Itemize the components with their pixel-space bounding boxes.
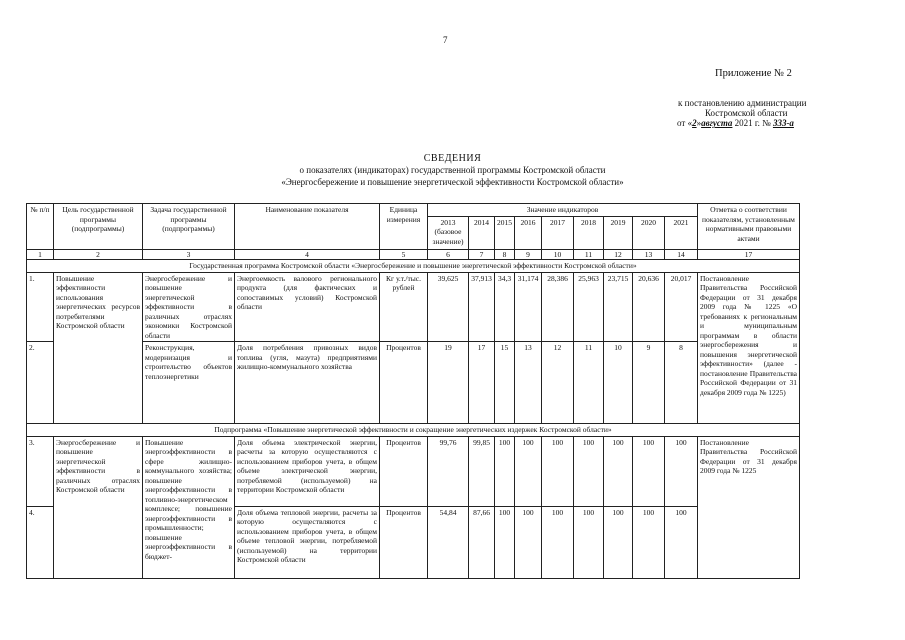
indicator-name-cell: Доля объема тепловой энергии, расчеты за которую осуществляются с использованием приборов учета, в общем объеме тепловой энергии, потребляемой (используемой) на территории Костромской области	[235, 506, 380, 578]
value-2016: 31,174	[515, 272, 542, 342]
header-year-2015: 2015	[495, 216, 515, 249]
col-num: 4	[235, 249, 380, 260]
mark-cell: Постановление Правительства Российской Федерации от 31 декабря 2009 года № 1225	[698, 436, 800, 578]
header-no: № п/п	[27, 204, 54, 250]
unit-cell: Кг у.т./тыс. рублей	[380, 272, 428, 342]
header-year-2019: 2019	[604, 216, 633, 249]
value-2020: 100	[633, 436, 665, 506]
resolution-line-1: к постановлению администрации	[678, 98, 807, 108]
value-2017: 12	[542, 342, 574, 424]
header-task: Задача государственной программы (подпрограммы)	[143, 204, 235, 250]
value-2020: 9	[633, 342, 665, 424]
value-2019: 10	[604, 342, 633, 424]
col-num: 3	[143, 249, 235, 260]
col-num: 11	[574, 249, 604, 260]
header-year-2016: 2016	[515, 216, 542, 249]
column-number-row	[27, 249, 800, 260]
header-values: Значение индикаторов	[428, 204, 698, 217]
value-2013: 99,76	[428, 436, 469, 506]
row-number: 3.	[27, 436, 54, 506]
row-number: 2.	[27, 342, 54, 424]
page-number: 7	[443, 35, 448, 45]
value-2013: 54,84	[428, 506, 469, 578]
date-month: августа	[701, 118, 733, 128]
task-cell: Повышение энергоэффективности в сфере жилищно-коммунального хозяйства; повышение энергоэффективности в топливно-энергетическом комплексе; повышение энергоэффективности в промышленности; повышение энергоэффективности в бюджет-	[143, 436, 235, 578]
resolution-line-2: Костромской области	[705, 108, 788, 118]
value-2020: 20,636	[633, 272, 665, 342]
value-2013: 19	[428, 342, 469, 424]
table-row	[27, 436, 800, 506]
value-2017: 100	[542, 506, 574, 578]
header-mark: Отметка о соответствии показателям, установленным нормативными правовыми актами	[698, 204, 800, 250]
task-cell: Реконструкция, модернизация и строительство объектов теплоэнергетики	[143, 342, 235, 424]
col-num: 5	[380, 249, 428, 260]
header-year-2017: 2017	[542, 216, 574, 249]
row-number: 1.	[27, 272, 54, 342]
col-num: 12	[604, 249, 633, 260]
document-subtitle-1: о показателях (индикаторах) государственной программы Костромской области	[299, 165, 606, 175]
value-2014: 37,913	[469, 272, 495, 342]
value-2016: 100	[515, 506, 542, 578]
table-row	[27, 342, 800, 424]
header-goal: Цель государственной программы (подпрограммы)	[54, 204, 143, 250]
col-num: 6	[428, 249, 469, 260]
date-year: 2021 г. №	[734, 118, 771, 128]
value-2019: 23,715	[604, 272, 633, 342]
value-2014: 17	[469, 342, 495, 424]
indicator-name-cell: Доля потребления привозных видов топлива (угля, мазута) предприятиями жилищно-коммунального хозяйства	[235, 342, 380, 424]
value-2019: 100	[604, 506, 633, 578]
col-num: 10	[542, 249, 574, 260]
unit-cell: Процентов	[380, 506, 428, 578]
section-subprogram-title: Подпрограмма «Повышение энергетической эффективности и сокращение энергетических издержек Костромской области»	[27, 424, 800, 437]
value-2018: 100	[574, 436, 604, 506]
row-number: 4.	[27, 506, 54, 578]
section-row-subprogram	[27, 424, 800, 437]
header-year-2020: 2020	[633, 216, 665, 249]
value-2020: 100	[633, 506, 665, 578]
value-2017: 28,386	[542, 272, 574, 342]
document-subtitle-2: «Энергосбережение и повышение энергетической эффективности Костромской области»	[281, 177, 624, 187]
value-2021: 100	[665, 436, 698, 506]
section-program-title: Государственная программа Костромской области «Энергосбережение и повышение энергетической эффективности Костромской области»	[27, 260, 800, 273]
appendix-label: Приложение № 2	[715, 68, 792, 79]
value-2015: 100	[495, 506, 515, 578]
value-2018: 25,963	[574, 272, 604, 342]
value-2019: 100	[604, 436, 633, 506]
header-unit: Единица измерения	[380, 204, 428, 250]
value-2013: 39,625	[428, 272, 469, 342]
value-2014: 99,85	[469, 436, 495, 506]
value-2018: 100	[574, 506, 604, 578]
header-row-1	[27, 204, 800, 217]
header-year-2013: 2013 (базовое значение)	[428, 216, 469, 249]
value-2015: 100	[495, 436, 515, 506]
col-num: 14	[665, 249, 698, 260]
indicators-table	[26, 203, 800, 579]
header-year-2014: 2014	[469, 216, 495, 249]
date-mid: »	[696, 118, 702, 128]
task-cell: Энергосбережение и повышение энергетической эффективности в различных отраслях экономики Костромской области	[143, 272, 235, 342]
mark-cell: Постановление Правительства Российской Федерации от 31 декабря 2009 года № 1225 «О требованиях к региональным и муниципальным программам в области энергосбережения и повышения энергетической эффективности» (далее - постановление Правительства Российской Федерации от 31 декабря 2009 года № 1225)	[698, 272, 800, 424]
header-indicator-name: Наименование показателя	[235, 204, 380, 250]
date-prefix: от «	[677, 118, 693, 128]
value-2021: 20,017	[665, 272, 698, 342]
value-2021: 100	[665, 506, 698, 578]
resolution-number: 333-а	[772, 118, 794, 128]
value-2021: 8	[665, 342, 698, 424]
col-num: 17	[698, 249, 800, 260]
value-2016: 100	[515, 436, 542, 506]
indicator-name-cell: Энергоемкость валового регионального продукта (для фактических и сопоставимых условий) Костромской области	[235, 272, 380, 342]
unit-cell: Процентов	[380, 342, 428, 424]
col-num: 2	[54, 249, 143, 260]
indicator-name-cell: Доля объема электрической энергии, расчеты за которую осуществляются с использованием приборов учета, в общем объеме электрической энергии, потребляемой (используемой) на территории Костромской области	[235, 436, 380, 506]
value-2015: 15	[495, 342, 515, 424]
value-2015: 34,3	[495, 272, 515, 342]
document-title: СВЕДЕНИЯ	[423, 153, 482, 164]
goal-cell: Повышение эффективности использования энергетических ресурсов потребителями Костромской области	[54, 272, 143, 424]
value-2014: 87,66	[469, 506, 495, 578]
header-year-2021: 2021	[665, 216, 698, 249]
header-year-2018: 2018	[574, 216, 604, 249]
section-row-program	[27, 260, 800, 273]
table-row	[27, 272, 800, 342]
col-num: 1	[27, 249, 54, 260]
goal-cell: Энергосбережение и повышение энергетической эффективности в различных отраслях Костромской области	[54, 436, 143, 578]
value-2016: 13	[515, 342, 542, 424]
col-num: 7	[469, 249, 495, 260]
value-2018: 11	[574, 342, 604, 424]
date-day: 2	[692, 118, 697, 128]
col-num: 13	[633, 249, 665, 260]
col-num: 8	[495, 249, 515, 260]
resolution-date-line	[677, 118, 794, 128]
col-num: 9	[515, 249, 542, 260]
value-2017: 100	[542, 436, 574, 506]
unit-cell: Процентов	[380, 436, 428, 506]
